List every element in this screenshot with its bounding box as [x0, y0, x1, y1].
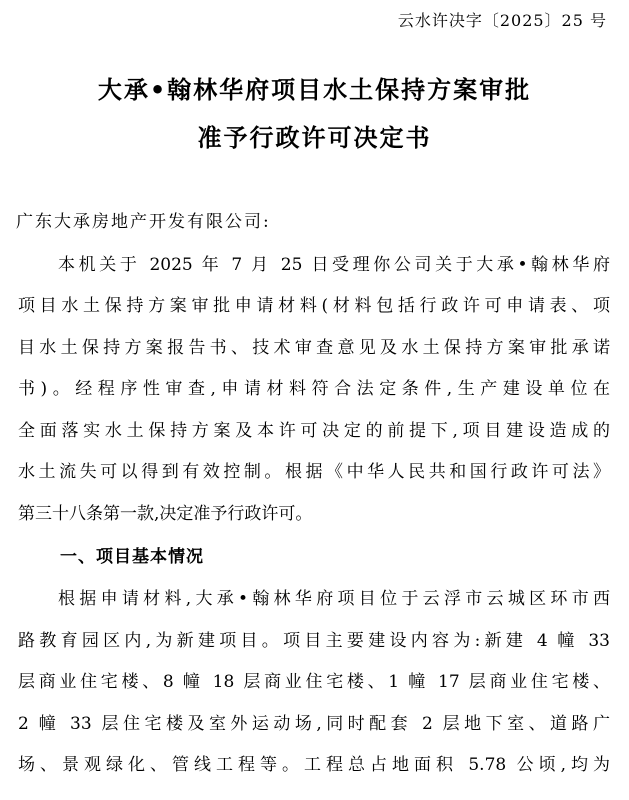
addressee: 广东大承房地产开发有限公司:: [16, 212, 271, 232]
section-1-heading: 一、项目基本情况: [60, 547, 204, 567]
document-title-line-1: 大承•翰林华府项目水土保持方案审批: [97, 76, 532, 104]
paragraph-line: 层商业住宅楼、8 幢 18 层商业住宅楼、1 幢 17 层商业住宅楼、: [18, 672, 610, 692]
paragraph-line: 目水土保持方案报告书、技术审查意见及水土保持方案审批承诺: [18, 338, 610, 358]
paragraph-line: 项目水土保持方案审批申请材料(材料包括行政许可申请表、项: [18, 296, 610, 316]
document-number: 云水许决字〔2025〕25 号: [397, 11, 607, 30]
paragraph-line: 2 幢 33 层住宅楼及室外运动场,同时配套 2 层地下室、道路广: [18, 714, 610, 734]
document-title-line-2: 准予行政许可决定书: [197, 124, 432, 152]
paragraph-line: 根据申请材料,大承•翰林华府项目位于云浮市云城区环市西: [58, 589, 610, 609]
paragraph-line: 场、景观绿化、管线工程等。工程总占地面积 5.78 公顷,均为: [18, 755, 610, 775]
paragraph-line: 本机关于 2025 年 7 月 25 日受理你公司关于大承•翰林华府: [58, 255, 610, 275]
paragraph-line: 第三十八条第一款,决定准予行政许可。: [18, 504, 313, 524]
paragraph-line: 路教育园区内,为新建项目。项目主要建设内容为:新建 4 幢 33: [18, 631, 610, 651]
paragraph-line: 全面落实水土保持方案及本许可决定的前提下,项目建设造成的: [18, 421, 610, 441]
paragraph-line: 水土流失可以得到有效控制。根据《中华人民共和国行政许可法》: [18, 462, 610, 482]
paragraph-line: 书)。经程序性审查,申请材料符合法定条件,生产建设单位在: [18, 379, 610, 399]
